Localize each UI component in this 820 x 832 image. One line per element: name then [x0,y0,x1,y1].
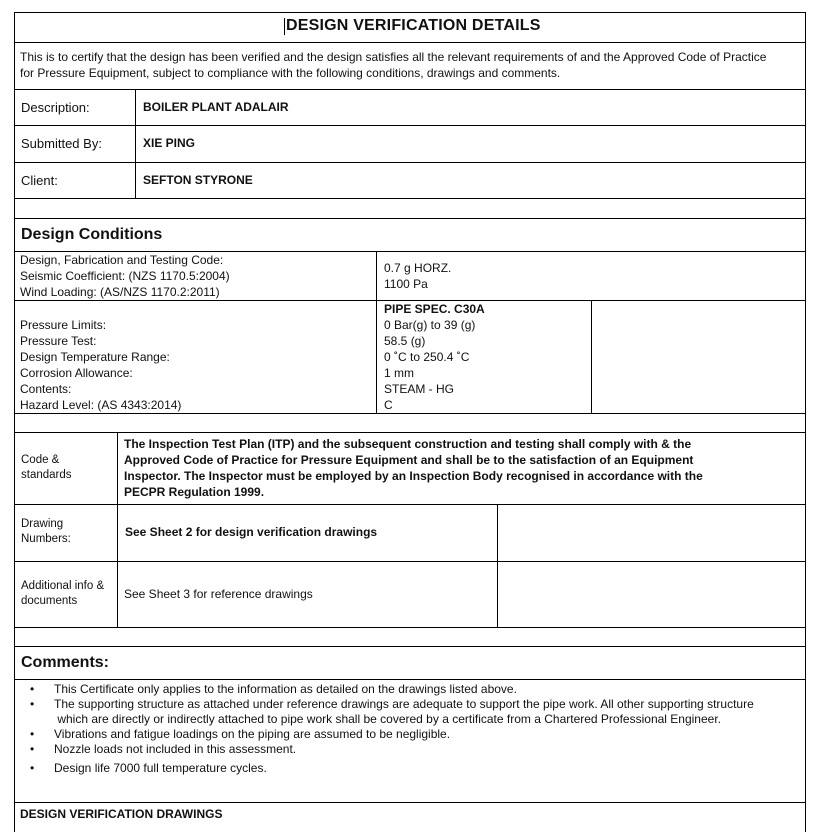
code-standards-label [21,453,72,483]
bullet-icon: • [30,697,35,711]
limit-label-line: Contents: [20,382,72,396]
limit-value-line: 0 Bar(g) to 39 (g) [384,318,476,332]
comment-item [26,697,786,727]
label-line: documents [21,595,78,607]
design-verification-drawings-heading: DESIGN VERIFICATION DRAWINGS [20,807,223,821]
submitted-by-label: Submitted By: [21,136,102,151]
comments-list [26,682,786,776]
text-line: The Inspection Test Plan (ITP) and the subsequent construction and testing shall comply with & the [124,437,692,451]
comments-heading: Comments: [21,654,110,671]
drawing-numbers-text: See Sheet 2 for design verification drawings [125,525,378,539]
comment-text: This Certificate only applies to the information as detailed on the drawings listed above. [54,682,517,696]
description-label: Description: [21,100,90,115]
additional-info-text: See Sheet 3 for reference drawings [124,587,313,601]
label-line: standards [21,469,72,481]
pipe-spec: PIPE SPEC. C30A [384,302,485,316]
code-standards-text [124,436,703,500]
limit-label-line: Design Temperature Range: [20,350,170,364]
code-label-line: Design, Fabrication and Testing Code: [20,253,224,267]
submitted-by-value: XIE PING [143,136,196,150]
text-line: Approved Code of Practice for Pressure Equipment and shall be to the satisfaction of an Equipment [124,453,694,467]
limits-values [384,317,475,413]
comment-item [26,742,786,757]
bullet-icon: • [30,727,35,741]
drawing-numbers-label [21,517,71,547]
comment-item [26,727,786,742]
text-line: PECPR Regulation 1999. [124,485,265,499]
codes-labels [20,252,230,300]
additional-info-label [21,579,104,609]
limit-value-line: 0 ˚C to 250.4 ˚C [384,350,470,364]
limit-value-line: C [384,398,393,412]
comment-item [26,761,786,776]
code-label-line: Wind Loading: (AS/NZS 1170.2:2011) [20,285,220,299]
comment-text: Vibrations and fatigue loadings on the piping are assumed to be negligible. [54,727,451,741]
code-label-line: Seismic Coefficient: (NZS 1170.5:2004) [20,269,230,283]
description-value: BOILER PLANT ADALAIR [143,100,289,114]
comment-text: Design life 7000 full temperature cycles. [54,761,267,775]
code-value-line: 1100 Pa [384,277,428,291]
label-line: Numbers: [21,533,71,545]
limit-value-line: 58.5 (g) [384,334,426,348]
bullet-icon: • [30,682,35,696]
label-line: Code & [21,454,60,466]
codes-values [384,260,451,292]
comment-text: Nozzle loads not included in this assessment. [54,742,297,756]
intro-line-2: for Pressure Equipment, subject to compliance with the following conditions, drawings and comments. [20,66,561,80]
limits-labels [20,317,181,413]
label-line: Drawing [21,518,64,530]
document-title: DESIGN VERIFICATION DETAILS [286,17,541,34]
intro-line-1: This is to certify that the design has been verified and the design satisfies all the relevant requirements of and the Approved Code of Practice [20,50,767,64]
label-line: Additional info & [21,580,105,592]
comment-text: The supporting structure as attached under reference drawings are adequate to support the pipe work. All other supporting structure [54,697,754,711]
limit-label-line: Pressure Test: [20,334,97,348]
comment-item [26,682,786,697]
bullet-icon: • [30,761,35,775]
limit-label-line: Pressure Limits: [20,318,107,332]
bullet-icon: • [30,742,35,756]
limit-value-line: 1 mm [384,366,414,380]
client-value: SEFTON STYRONE [143,173,253,187]
limit-label-line: Hazard Level: (AS 4343:2014) [20,398,182,412]
text-cursor [284,18,285,35]
text-line: Inspector. The Inspector must be employed by an Inspection Body recognised in accordance with the [124,469,703,483]
client-label: Client: [21,173,58,188]
code-value-line: 0.7 g HORZ. [384,261,452,275]
limit-label-line: Corrosion Allowance: [20,366,133,380]
comment-text: which are directly or indirectly attached to pipe work shall be covered by a certificate from a Chartered Professional Engineer. [54,712,721,726]
design-conditions-heading: Design Conditions [21,226,163,243]
limit-value-line: STEAM - HG [384,382,455,396]
